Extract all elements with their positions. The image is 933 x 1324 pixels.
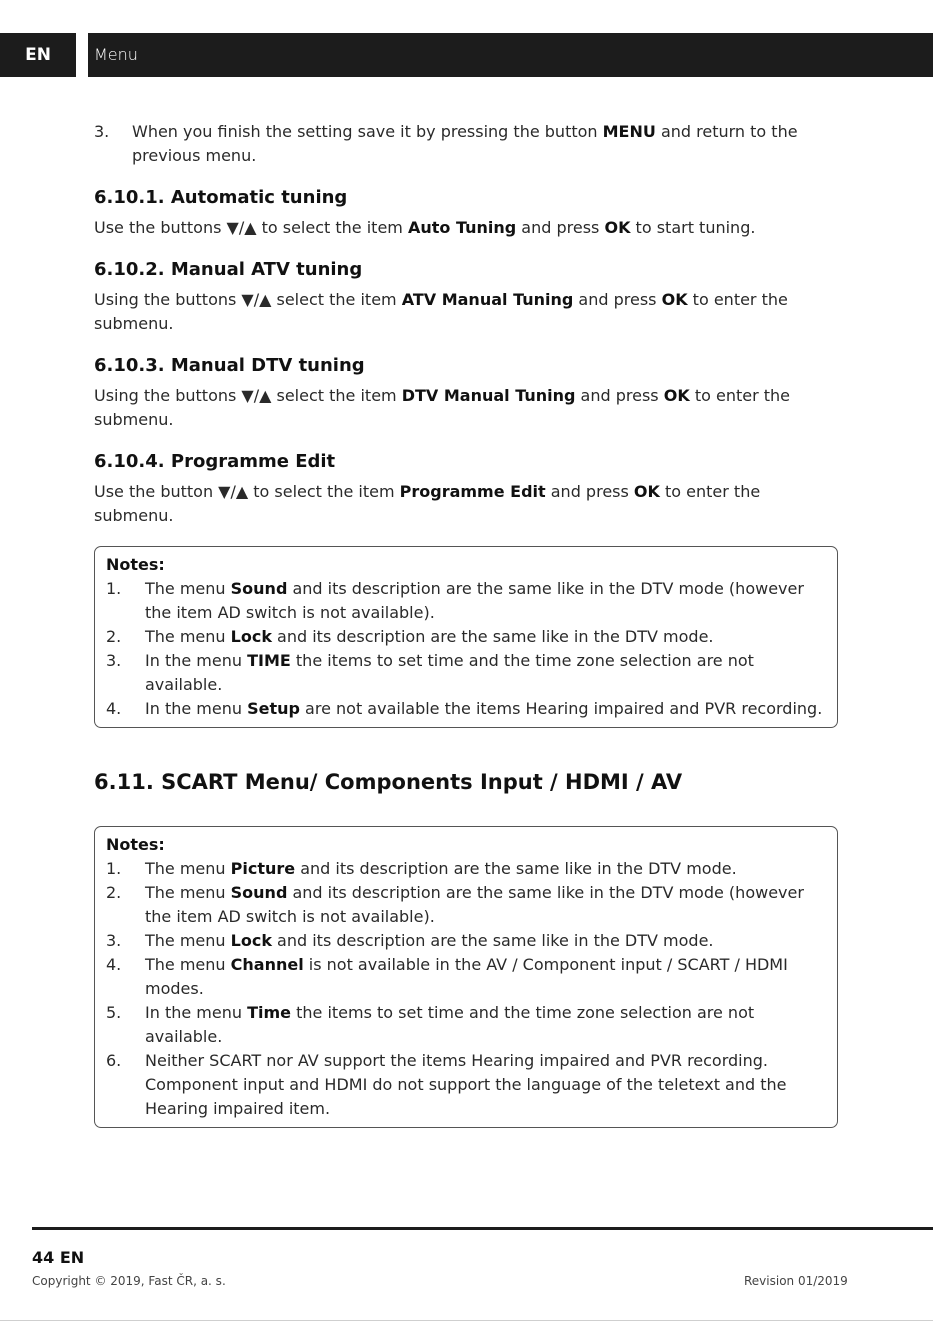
section-heading-6-10-1: 6.10.1. Automatic tuning — [94, 187, 348, 208]
bold-run: OK — [604, 218, 631, 237]
text-run: to start tuning. — [630, 218, 756, 237]
note-text — [145, 1049, 827, 1121]
bottom-divider — [0, 1320, 933, 1321]
note-text — [145, 697, 827, 721]
bold-run: DTV Manual Tuning — [401, 386, 576, 405]
text-run: Using the buttons ▼/▲ select the item — [94, 386, 402, 405]
note-item — [106, 1001, 827, 1049]
note-item — [106, 697, 827, 721]
section-body-6-10-3 — [94, 384, 838, 432]
note-number: 4. — [106, 955, 122, 974]
text-run: the items to set time and the time zone selection are not available. — [145, 651, 754, 694]
section-heading-6-10-4: 6.10.4. Programme Edit — [94, 451, 336, 472]
copyright-text: Copyright © 2019, Fast ČR, a. s. — [32, 1274, 226, 1288]
note-item — [106, 577, 827, 625]
note-number: 5. — [106, 1003, 122, 1022]
bold-run: Auto Tuning — [407, 218, 517, 237]
section-body-6-10-4 — [94, 480, 838, 528]
note-text — [145, 625, 827, 649]
note-text — [145, 857, 827, 881]
section-heading-6-11: 6.11. SCART Menu/ Components Input / HDMI / AV — [94, 770, 683, 794]
bold-run: Channel — [230, 955, 304, 974]
note-number: 6. — [106, 1051, 122, 1070]
note-text — [145, 577, 827, 625]
note-text — [145, 649, 827, 697]
text-run: are not available the items Hearing impaired and PVR recording. — [299, 699, 823, 718]
text-run: The menu — [145, 883, 231, 902]
note-number: 1. — [106, 859, 122, 878]
text-run: and press — [573, 290, 662, 309]
note-number: 2. — [106, 627, 122, 646]
text-run: and its description are the same like in the DTV mode. — [271, 627, 714, 646]
footer-divider — [32, 1227, 933, 1230]
bold-run: Lock — [230, 627, 272, 646]
note-number: 3. — [106, 651, 122, 670]
bold-run: OK — [663, 386, 690, 405]
text-run: to enter the submenu. — [94, 386, 790, 429]
bold-run: Sound — [230, 579, 288, 598]
step-text — [132, 120, 838, 168]
text-run: and press — [575, 386, 664, 405]
text-run: The menu — [145, 627, 231, 646]
note-item — [106, 881, 827, 929]
note-number: 3. — [106, 931, 122, 950]
note-number: 4. — [106, 699, 122, 718]
bold-run: Setup — [247, 699, 300, 718]
text-run: to enter the submenu. — [94, 482, 761, 525]
notes-title: Notes: — [106, 835, 165, 854]
note-item — [106, 649, 827, 697]
text-run: and press — [545, 482, 634, 501]
text-run: Neither SCART nor AV support the items Hearing impaired and PVR recording. Component input and HDMI do not support the language of the teletext and the Hearing impaired item. — [145, 1051, 787, 1118]
note-text — [145, 1001, 827, 1049]
text-run: is not available in the AV / Component input / SCART / HDMI modes. — [145, 955, 788, 998]
bold-run: Sound — [230, 883, 288, 902]
section-body-6-10-2 — [94, 288, 838, 336]
text-run: In the menu — [145, 651, 248, 670]
text-run: the items to set time and the time zone selection are not available. — [145, 1003, 755, 1046]
intro-step — [94, 120, 838, 168]
text-run: and return to the previous menu. — [132, 122, 798, 165]
bold-run: Lock — [230, 931, 272, 950]
bold-run: OK — [661, 290, 688, 309]
section-heading-6-10-3: 6.10.3. Manual DTV tuning — [94, 355, 365, 376]
page-header — [0, 33, 933, 77]
text-run: In the menu — [145, 699, 248, 718]
text-run: Using the buttons ▼/▲ select the item — [94, 290, 402, 309]
text-run: and its description are the same like in the DTV mode (however the item AD switch is not available). — [145, 579, 804, 622]
text-run: Use the button ▼/▲ to select the item — [94, 482, 400, 501]
text-run: Use the buttons ▼/▲ to select the item — [94, 218, 408, 237]
text-run: When you finish the setting save it by pressing the button — [132, 122, 603, 141]
note-text — [145, 953, 827, 1001]
text-run: The menu — [145, 579, 231, 598]
note-item — [106, 625, 827, 649]
bold-run: ATV Manual Tuning — [401, 290, 574, 309]
section-heading-6-10-2: 6.10.2. Manual ATV tuning — [94, 259, 363, 280]
text-run: and press — [516, 218, 605, 237]
header-title: Menu — [94, 45, 138, 64]
text-run: The menu — [145, 859, 231, 878]
note-item — [106, 857, 827, 881]
text-run: The menu — [145, 931, 231, 950]
bold-run: TIME — [247, 651, 291, 670]
bold-run: Time — [247, 1003, 292, 1022]
section-body-6-10-1 — [94, 216, 838, 240]
header-bar — [88, 33, 933, 77]
text-run: and its description are the same like in the DTV mode (however the item AD switch is not available). — [145, 883, 804, 926]
page-content — [94, 120, 838, 1128]
notes-title: Notes: — [106, 555, 165, 574]
note-number: 1. — [106, 579, 122, 598]
step-number: 3. — [94, 122, 110, 141]
text-run: and its description are the same like in the DTV mode. — [271, 931, 714, 950]
page-number: 44 EN — [32, 1248, 85, 1267]
bold-run: Programme Edit — [399, 482, 546, 501]
note-text — [145, 929, 827, 953]
note-number: 2. — [106, 883, 122, 902]
notes-box-scart — [94, 826, 838, 1128]
note-text — [145, 881, 827, 929]
bold-run: Picture — [230, 859, 296, 878]
text-run: The menu — [145, 955, 231, 974]
bold-run: MENU — [602, 122, 656, 141]
note-item — [106, 929, 827, 953]
revision-text: Revision 01/2019 — [744, 1274, 848, 1288]
note-item — [106, 1049, 827, 1121]
note-item — [106, 953, 827, 1001]
notes-box-tuning — [94, 546, 838, 728]
bold-run: OK — [633, 482, 660, 501]
text-run: and its description are the same like in the DTV mode. — [295, 859, 737, 878]
language-badge: EN — [0, 33, 76, 77]
text-run: to enter the submenu. — [94, 290, 788, 333]
text-run: In the menu — [145, 1003, 248, 1022]
